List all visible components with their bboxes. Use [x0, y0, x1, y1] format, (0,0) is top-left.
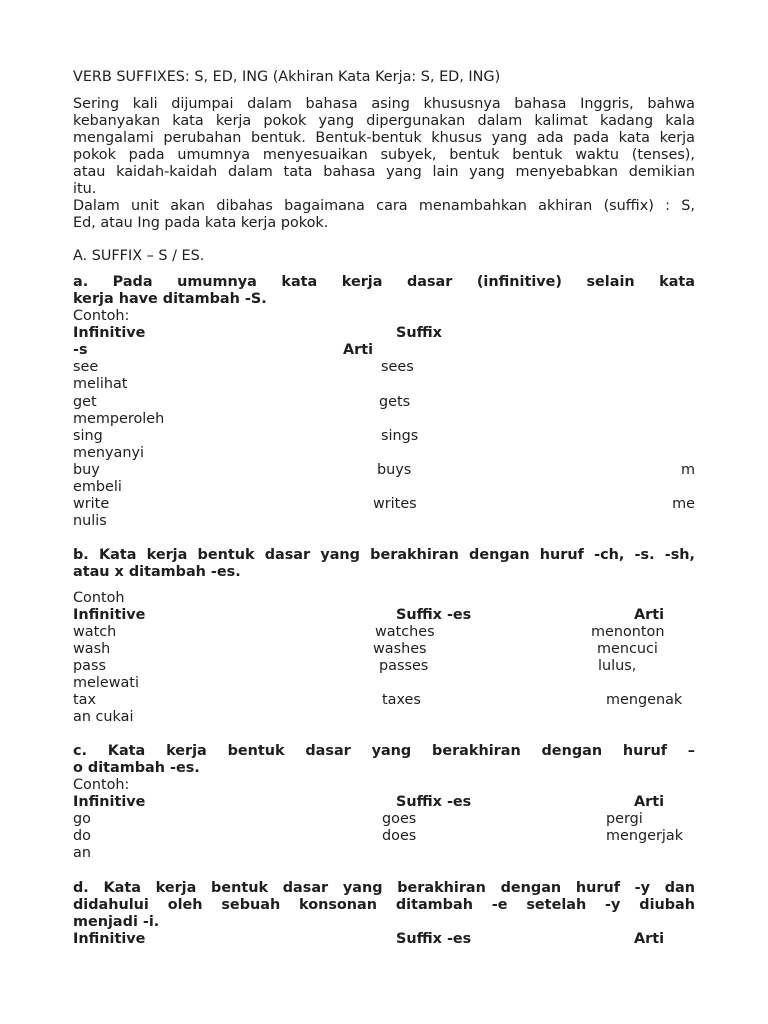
table-cell: writes — [373, 496, 417, 512]
section-a-heading: A. SUFFIX – S / ES. — [73, 248, 205, 264]
table-cell: nulis — [73, 513, 107, 529]
table-cell: buy — [73, 462, 100, 478]
table-cell: an — [73, 845, 91, 861]
document-title: VERB SUFFIXES: S, ED, ING (Akhiran Kata Kerja: S, ED, ING) — [73, 69, 501, 85]
column-header-suffix: Suffix -es — [396, 931, 472, 947]
subsection-d-heading: d. Kata kerja bentuk dasar yang berakhiran dengan huruf -y dan — [73, 880, 695, 896]
table-cell: menyanyi — [73, 445, 144, 461]
table-cell: write — [73, 496, 110, 512]
intro-line: Ed, atau Ing pada kata kerja pokok. — [73, 215, 329, 231]
table-cell: pergi — [606, 811, 643, 827]
subsection-a-heading: a. Pada umumnya kata kerja dasar (infinitive) selain kata — [73, 274, 695, 290]
table-cell: do — [73, 828, 91, 844]
table-cell: pass — [73, 658, 106, 674]
column-header-infinitive: Infinitive — [73, 931, 146, 947]
table-cell: m — [680, 462, 695, 478]
column-header-arti: Arti — [343, 342, 374, 358]
subsection-d-heading: menjadi -i. — [73, 914, 160, 930]
column-header-arti: Arti — [634, 607, 665, 623]
table-cell: get — [73, 394, 97, 410]
table-cell: passes — [379, 658, 429, 674]
table-cell: does — [382, 828, 417, 844]
table-cell: tax — [73, 692, 96, 708]
table-cell: menonton — [591, 624, 665, 640]
subsection-b-heading: atau x ditambah -es. — [73, 564, 241, 580]
column-header-suffix: Suffix -es — [396, 794, 472, 810]
example-label: Contoh: — [73, 777, 130, 793]
column-header-arti: Arti — [634, 931, 665, 947]
table-cell: sings — [381, 428, 419, 444]
intro-line: itu. — [73, 181, 97, 197]
table-cell: wash — [73, 641, 111, 657]
intro-line: Sering kali dijumpai dalam bahasa asing khususnya bahasa Inggris, bahwa — [73, 96, 695, 112]
table-cell: taxes — [382, 692, 421, 708]
table-cell: embeli — [73, 479, 122, 495]
table-cell: an cukai — [73, 709, 134, 725]
intro-line: mengalami perubahan bentuk. Bentuk-bentuk khusus yang ada pada kata kerja — [73, 130, 695, 146]
subsection-c-heading: o ditambah -es. — [73, 760, 200, 776]
table-cell: memperoleh — [73, 411, 165, 427]
subsection-d-heading: didahului oleh sebuah konsonan ditambah -e setelah -y diubah — [73, 897, 695, 913]
table-cell: lulus, — [598, 658, 637, 674]
intro-line: atau kaidah-kaidah dalam tata bahasa yang lain yang menyebabkan demikian — [73, 164, 695, 180]
intro-line: Dalam unit akan dibahas bagaimana cara menambahkan akhiran (suffix) : S, — [73, 198, 695, 214]
column-header-infinitive: Infinitive — [73, 607, 146, 623]
table-cell: me — [672, 496, 695, 512]
table-cell: see — [73, 359, 99, 375]
column-header-suffix: Suffix — [396, 325, 442, 341]
column-header-suffix: Suffix -es — [396, 607, 472, 623]
subsection-a-heading: kerja have ditambah -S. — [73, 291, 267, 307]
table-cell: buys — [377, 462, 412, 478]
column-header-infinitive: Infinitive — [73, 794, 146, 810]
example-label: Contoh: — [73, 308, 130, 324]
subsection-c-heading: c. Kata kerja bentuk dasar yang berakhiran dengan huruf – — [73, 743, 695, 759]
table-cell: mengenak — [606, 692, 683, 708]
table-cell: watch — [73, 624, 117, 640]
table-cell: gets — [379, 394, 411, 410]
table-cell: mencuci — [597, 641, 658, 657]
column-header-arti: Arti — [634, 794, 665, 810]
table-cell: melihat — [73, 376, 128, 392]
subsection-b-heading: b. Kata kerja bentuk dasar yang berakhiran dengan huruf -ch, -s. -sh, — [73, 547, 695, 563]
table-cell: melewati — [73, 675, 139, 691]
table-cell: sees — [381, 359, 414, 375]
column-header-infinitive: Infinitive — [73, 325, 146, 341]
table-cell: sing — [73, 428, 103, 444]
table-cell: go — [73, 811, 91, 827]
example-label: Contoh — [73, 590, 125, 606]
intro-line: pokok pada umumnya menyesuaikan subyek, bentuk bentuk waktu (tenses), — [73, 147, 695, 163]
table-cell: washes — [373, 641, 427, 657]
table-cell: goes — [382, 811, 417, 827]
column-header-suffix-cont: -s — [73, 342, 88, 358]
table-cell: watches — [375, 624, 435, 640]
intro-line: kebanyakan kata kerja pokok yang dipergunakan dalam kalimat kadang kala — [73, 113, 695, 129]
table-cell: mengerjak — [606, 828, 684, 844]
